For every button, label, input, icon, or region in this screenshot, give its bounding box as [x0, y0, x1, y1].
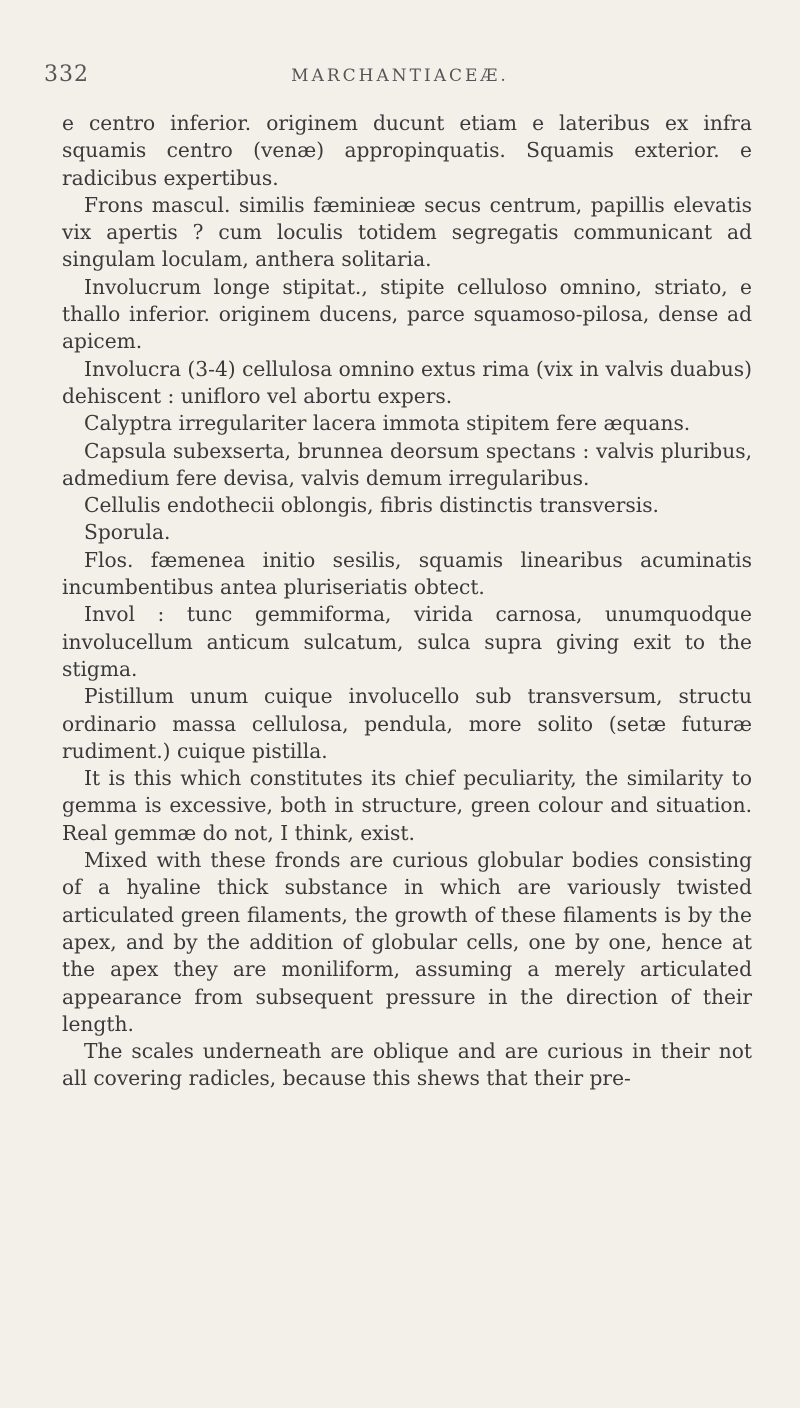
paragraph: Calyptra irregulariter lacera immota stipitem fere æquans. — [84, 411, 691, 436]
paragraph: Capsula subexserta, brunnea deorsum spectans : valvis pluribus, admedium fere devisa, valvis demum irregularibus. — [62, 438, 752, 490]
paragraph: Pistillum unum cuique involucello sub transversum, structu ordinario massa cellulosa, pendula, more solito (setæ futuræ rudiment.) cuique pistilla. — [62, 684, 752, 763]
page-number: 332 — [44, 62, 89, 87]
paragraph: Cellulis endothecii oblongis, fibris distinctis transversis. — [84, 493, 659, 518]
paragraph: Mixed with these fronds are curious globular bodies consisting of a hyaline thick substance in which are variously twisted articulated green filaments, the growth of these filaments is by the apex, and by the addition of globular cells, one by one, hence at the apex they are moniliform, assuming a merely articulated appearance from subsequent pressure in the direction of their length. — [62, 848, 752, 1036]
page-body — [62, 110, 752, 1093]
paragraph: Invol : tunc gemmiforma, virida carnosa, unumquodque involucellum anticum sulcatum, sulca supra giving exit to the stigma. — [62, 602, 752, 681]
paragraph: e centro inferior. originem ducunt etiam e lateribus ex infra squamis centro (venæ) appropinquatis. Squamis exterior. e radicibus expertibus. — [62, 111, 752, 190]
paragraph: Flos. fæmenea initio sesilis, squamis linearibus acuminatis incumbentibus antea pluriseriatis obtect. — [62, 547, 752, 600]
paragraph: It is this which constitutes its chief peculiarity, the similarity to gemma is excessive, both in structure, green colour and situation. Real gemmæ do not, I think, exist. — [62, 766, 752, 845]
paragraph: Sporula. — [84, 520, 171, 545]
paragraph: Involucra (3-4) cellulosa omnino extus rima (vix in valvis duabus) dehiscent : unifloro vel abortu expers. — [62, 356, 752, 408]
paragraph: The scales underneath are oblique and are curious in their not all covering radicles, because this shews that their pre- — [62, 1039, 752, 1091]
running-head: MARCHANTIACEÆ. — [291, 66, 509, 86]
paragraph: Involucrum longe stipitat., stipite celluloso omnino, striato, e thallo inferior. originem ducens, parce squamoso-pilosa, dense ad apicem. — [62, 274, 752, 354]
paragraph: Frons mascul. similis fæminieæ secus centrum, papillis elevatis vix apertis ? cum loculis totidem segregatis communicant ad singulam loculam, anthera solitaria. — [62, 192, 752, 272]
